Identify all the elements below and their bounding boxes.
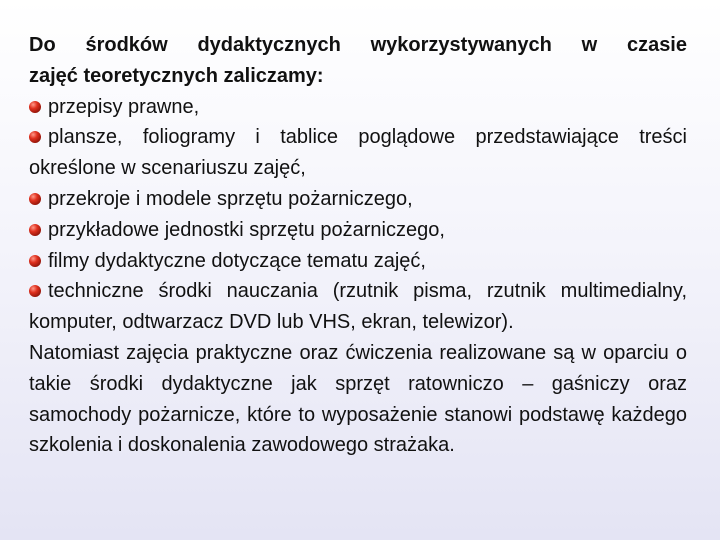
list-item [29, 184, 687, 215]
list-item [29, 215, 687, 246]
list-item-text: przekroje i modele sprzętu pożarniczego, [48, 187, 413, 210]
list-item [29, 246, 687, 277]
list-item-text: filmy dydaktyczne dotyczące tematu zajęć, [48, 249, 426, 272]
list-item-text: przykładowe jednostki sprzętu pożarniczego, [48, 218, 445, 241]
slide-heading [29, 30, 687, 92]
list-item [29, 276, 687, 338]
heading-line-2: zajęć teoretycznych zaliczamy: [29, 64, 324, 87]
bullet-icon [29, 285, 41, 297]
list-item-text: techniczne środki nauczania (rzutnik pisma, rzutnik multimedialny, komputer, odtwarzacz DVD lub VHS, ekran, telewizor). [29, 280, 687, 334]
bullet-icon [29, 101, 41, 113]
bullet-icon [29, 224, 41, 236]
list-item-text: przepisy prawne, [48, 95, 200, 118]
list-item-text: plansze, foliogramy i tablice poglądowe przedstawiające treści określone w scenariuszu zajęć, [29, 126, 687, 180]
list-item [29, 92, 687, 123]
bullet-icon [29, 193, 41, 205]
bullet-icon [29, 131, 41, 143]
list-item [29, 122, 687, 184]
heading-line-1: Do środków dydaktycznych wykorzystywanych w czasie [29, 34, 687, 56]
closing-paragraph: Natomiast zajęcia praktyczne oraz ćwiczenia realizowane są w oparciu o takie środki dydaktyczne jak sprzęt ratowniczo – gaśniczy oraz samochody pożarnicze, które to wyposażenie stanowi podstawę każdego szkolenia i doskonalenia zawodowego strażaka. [29, 341, 687, 457]
bullet-icon [29, 255, 41, 267]
